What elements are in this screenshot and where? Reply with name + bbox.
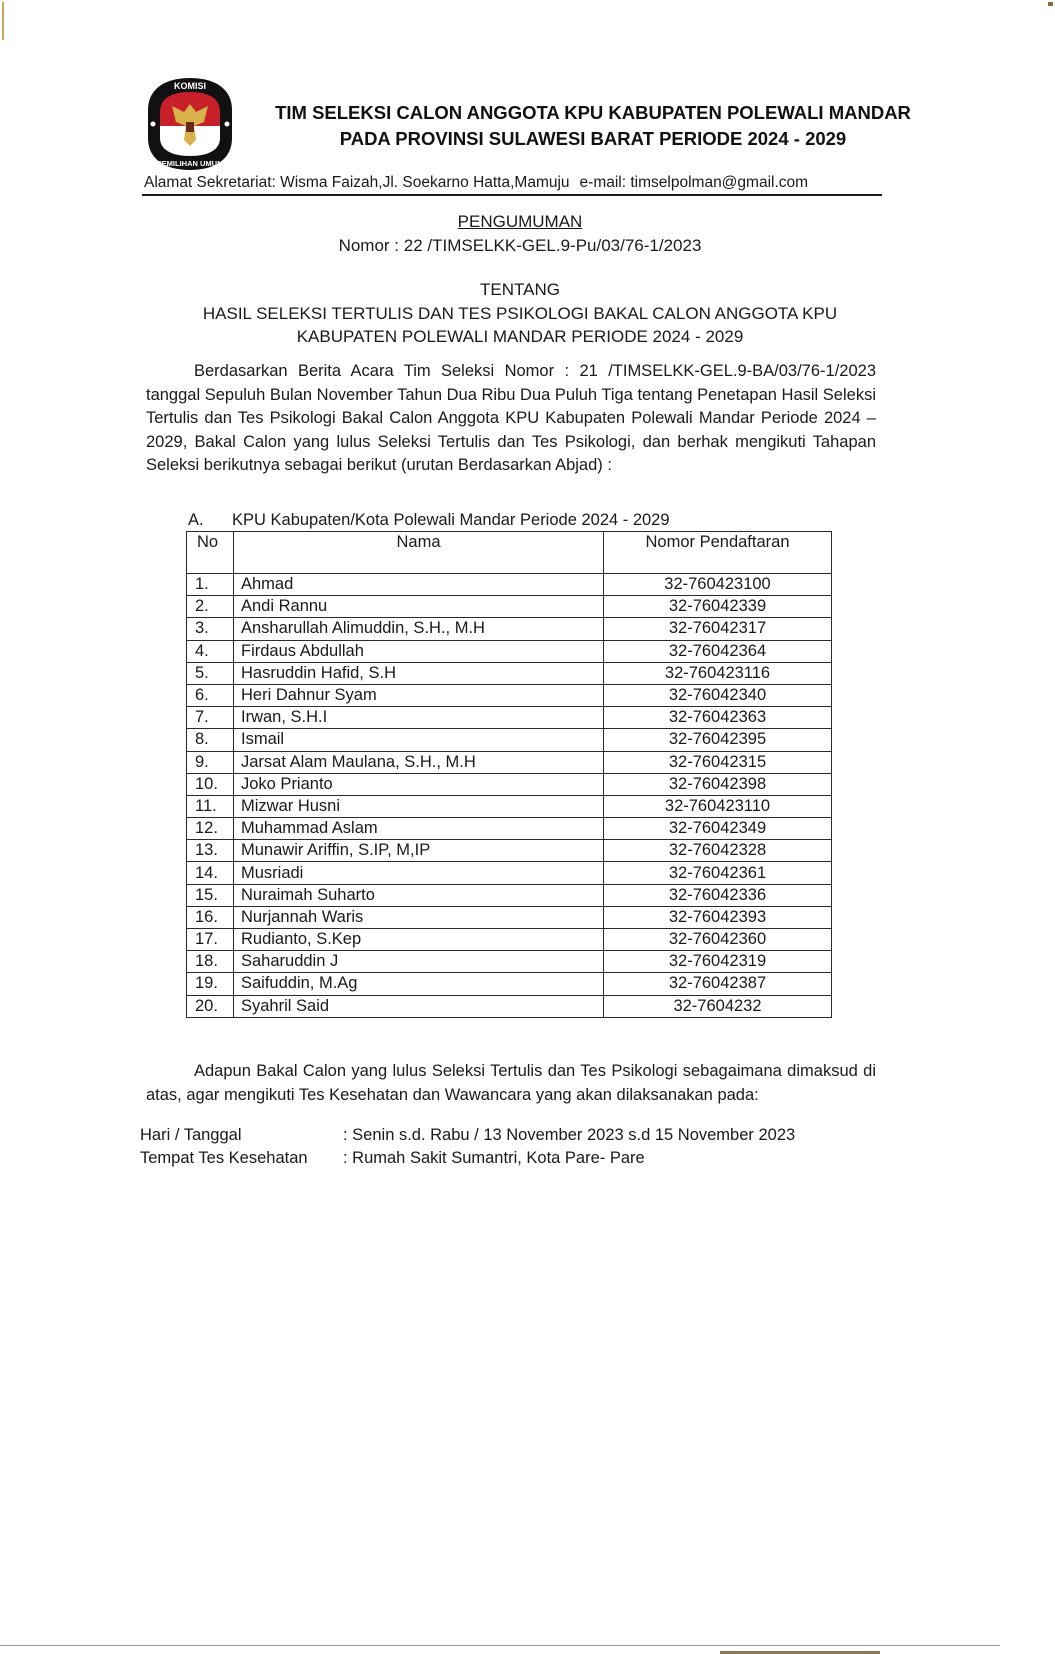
section-letter: A. (188, 511, 204, 529)
section-label (188, 511, 670, 530)
row-number: 17. (187, 929, 234, 951)
row-number: 18. (187, 951, 234, 973)
candidate-name: Hasruddin Hafid, S.H (234, 662, 604, 684)
row-number: 13. (187, 840, 234, 862)
table-row (187, 973, 832, 995)
registration-number: 32-76042319 (604, 951, 832, 973)
closing-paragraph (146, 1060, 876, 1107)
registration-number: 32-76042336 (604, 884, 832, 906)
registration-number: 32-760423100 (604, 574, 832, 596)
table-row (187, 662, 832, 684)
table-row (187, 773, 832, 795)
letterhead-divider (142, 194, 882, 196)
table-row (187, 618, 832, 640)
table-row (187, 684, 832, 706)
header-nomor-pendaftaran: Nomor Pendaftaran (604, 532, 832, 574)
schedule-date-row (140, 1126, 795, 1145)
registration-number: 32-76042398 (604, 773, 832, 795)
table-row (187, 884, 832, 906)
candidate-table (186, 531, 832, 1018)
letterhead (140, 72, 930, 197)
email-address: timselpolman@gmail.com (630, 174, 809, 191)
row-number: 19. (187, 973, 234, 995)
intro-paragraph-text: Berdasarkan Berita Acara Tim Seleksi Nomor : 21 /TIMSELKK-GEL.9-BA/03/76-1/2023 tanggal Sepuluh Bulan November Tahun Dua Ribu Dua Puluh Tiga tentang Penetapan Hasil Seleksi Tertulis dan Tes Psikologi Bakal Calon Anggota KPU Kabupaten Polewali Mandar Periode 2024 – 2029, Bakal Calon yang lulus Seleksi Tertulis dan Tes Psikologi, dan berhak mengikuti Tahapan Seleksi berikutnya sebagai berikut (urutan Berdasarkan Abjad) : (146, 362, 876, 474)
registration-number: 32-76042328 (604, 840, 832, 862)
letterhead-title (248, 100, 938, 152)
secretariat-address (144, 174, 808, 192)
announcement-subject (160, 302, 880, 348)
header-nama: Nama (234, 532, 604, 574)
row-number: 14. (187, 862, 234, 884)
candidate-name: Irwan, S.H.I (234, 707, 604, 729)
registration-number: 32-76042340 (604, 684, 832, 706)
header-no: No (187, 532, 234, 574)
registration-number: 32-76042317 (604, 618, 832, 640)
candidate-name: Andi Rannu (234, 596, 604, 618)
row-number: 6. (187, 684, 234, 706)
registration-number: 32-76042393 (604, 906, 832, 928)
table-row (187, 906, 832, 928)
letterhead-title-line1: TIM SELEKSI CALON ANGGOTA KPU KABUPATEN POLEWALI MANDAR (275, 102, 911, 123)
row-number: 10. (187, 773, 234, 795)
svg-text:PEMILIHAN UMUM: PEMILIHAN UMUM (156, 159, 224, 168)
candidate-name: Saharuddin J (234, 951, 604, 973)
row-number: 15. (187, 884, 234, 906)
row-number: 3. (187, 618, 234, 640)
table-row (187, 729, 832, 751)
registration-number: 32-76042387 (604, 973, 832, 995)
table-body (187, 574, 832, 1018)
svg-text:KOMISI: KOMISI (173, 81, 207, 91)
registration-number: 32-760423110 (604, 795, 832, 817)
table-row (187, 929, 832, 951)
subject-line1: HASIL SELEKSI TERTULIS DAN TES PSIKOLOGI BAKAL CALON ANGGOTA KPU (202, 304, 838, 323)
row-number: 4. (187, 640, 234, 662)
candidate-name: Musriadi (234, 862, 604, 884)
registration-number: 32-76042361 (604, 862, 832, 884)
table-header-row (187, 532, 832, 574)
candidate-name: Jarsat Alam Maulana, S.H., M.H (234, 751, 604, 773)
candidate-name: Ismail (234, 729, 604, 751)
schedule-date-label: Hari / Tanggal (140, 1126, 242, 1144)
candidate-name: Ansharullah Alimuddin, S.H., M.H (234, 618, 604, 640)
schedule-place-row (140, 1149, 645, 1168)
about-label: TENTANG (480, 280, 560, 299)
registration-number: 32-76042395 (604, 729, 832, 751)
registration-number: 32-760423116 (604, 662, 832, 684)
announcement-number: Nomor : 22 /TIMSELKK-GEL.9-Pu/03/76-1/2023 (338, 236, 702, 255)
table-row (187, 862, 832, 884)
scan-edge-artifact (2, 2, 4, 40)
table-row (187, 795, 832, 817)
subject-line2: KABUPATEN POLEWALI MANDAR PERIODE 2024 - 2029 (296, 327, 744, 346)
schedule-place-value: : Rumah Sakit Sumantri, Kota Pare- Pare (343, 1149, 645, 1167)
row-number: 16. (187, 906, 234, 928)
candidate-name: Mizwar Husni (234, 795, 604, 817)
closing-paragraph-text: Adapun Bakal Calon yang lulus Seleksi Tertulis dan Tes Psikologi sebagaimana dimaksud di atas, agar mengikuti Tes Kesehatan dan Wawancara yang akan dilaksanakan pada: (146, 1062, 876, 1104)
intro-paragraph (146, 360, 876, 478)
table-row (187, 707, 832, 729)
row-number: 11. (187, 795, 234, 817)
table-row (187, 640, 832, 662)
schedule-place-label: Tempat Tes Kesehatan (140, 1149, 308, 1167)
candidate-name: Firdaus Abdullah (234, 640, 604, 662)
schedule-date-value: : Senin s.d. Rabu / 13 November 2023 s.d 15 November 2023 (343, 1126, 796, 1144)
table-row (187, 995, 832, 1017)
table-row (187, 574, 832, 596)
candidate-name: Nurjannah Waris (234, 906, 604, 928)
registration-number: 32-76042364 (604, 640, 832, 662)
row-number: 20. (187, 995, 234, 1017)
email-label: e-mail: (579, 174, 627, 191)
row-number: 7. (187, 707, 234, 729)
table-row (187, 951, 832, 973)
registration-number: 32-76042339 (604, 596, 832, 618)
section-title: KPU Kabupaten/Kota Polewali Mandar Periode 2024 - 2029 (232, 511, 670, 529)
table-row (187, 596, 832, 618)
scan-bottom-edge (0, 1645, 1000, 1646)
table-row (187, 818, 832, 840)
candidate-name: Nuraimah Suharto (234, 884, 604, 906)
row-number: 1. (187, 574, 234, 596)
kpu-emblem-icon (144, 76, 236, 172)
registration-number: 32-76042360 (604, 929, 832, 951)
candidate-name: Saifuddin, M.Ag (234, 973, 604, 995)
table-row (187, 751, 832, 773)
row-number: 9. (187, 751, 234, 773)
candidate-name: Rudianto, S.Kep (234, 929, 604, 951)
registration-number: 32-76042315 (604, 751, 832, 773)
table-row (187, 840, 832, 862)
letterhead-title-line2: PADA PROVINSI SULAWESI BARAT PERIODE 2024 - 2029 (339, 128, 847, 149)
address-text: Alamat Sekretariat: Wisma Faizah,Jl. Soekarno Hatta,Mamuju (144, 174, 570, 191)
registration-number: 32-76042349 (604, 818, 832, 840)
row-number: 8. (187, 729, 234, 751)
candidate-name: Heri Dahnur Syam (234, 684, 604, 706)
candidate-name: Muhammad Aslam (234, 818, 604, 840)
candidate-name: Syahril Said (234, 995, 604, 1017)
candidate-name: Joko Prianto (234, 773, 604, 795)
registration-number: 32-76042363 (604, 707, 832, 729)
row-number: 12. (187, 818, 234, 840)
announcement-heading: PENGUMUMAN (457, 212, 583, 231)
registration-number: 32-7604232 (604, 995, 832, 1017)
scan-corner-artifact (1048, 2, 1053, 6)
row-number: 5. (187, 662, 234, 684)
row-number: 2. (187, 596, 234, 618)
candidate-name: Munawir Ariffin, S.IP, M,IP (234, 840, 604, 862)
candidate-name: Ahmad (234, 574, 604, 596)
